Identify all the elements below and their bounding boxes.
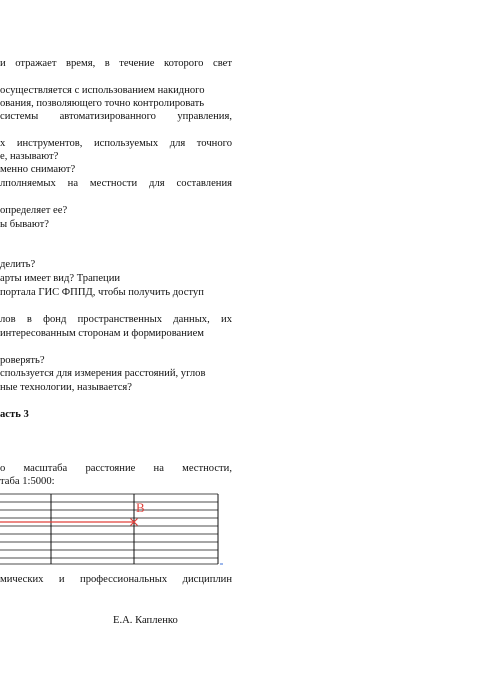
measurement-grid-figure [0,490,240,570]
text-line: портала ГИС ФППД, чтобы получить доступ [0,287,204,298]
text-line: ования, позволяющего точно контролировать [0,98,205,109]
text-line: мических и профессиональных дисциплин [0,574,232,585]
text-line: о масштаба расстояние на местности, [0,463,232,474]
text-line: х инструментов, используемых для точного [0,138,232,149]
text-line: лов в фонд пространственных данных, их [0,314,232,325]
text-line: определяет ее? [0,205,68,216]
text-line: и отражает время, в течение которого свет [0,58,232,69]
text-line: е, называют? [0,151,59,162]
text-line: интересованным сторонам и формированием [0,328,205,339]
text-line: спользуется для измерения расстояний, углов [0,368,206,379]
point-b-label: В [136,500,145,515]
text-line: осуществляется с использованием накидного [0,85,205,96]
section-heading: асть 3 [0,409,29,420]
text-line: менно снимают? [0,164,76,175]
text-line: лполняемых на местности для составления [0,178,232,189]
text-line: арты имеет вид? Трапеции [0,273,121,284]
text-line: делить? [0,259,36,270]
text-line: ные технологии, называется? [0,382,132,393]
author-signature: Е.А. Капленко [113,615,178,626]
text-line: роверять? [0,355,45,366]
text-line: таба 1:5000: [0,476,55,487]
text-line: системы автоматизированного управления, [0,111,232,122]
text-line: ы бывают? [0,219,49,230]
